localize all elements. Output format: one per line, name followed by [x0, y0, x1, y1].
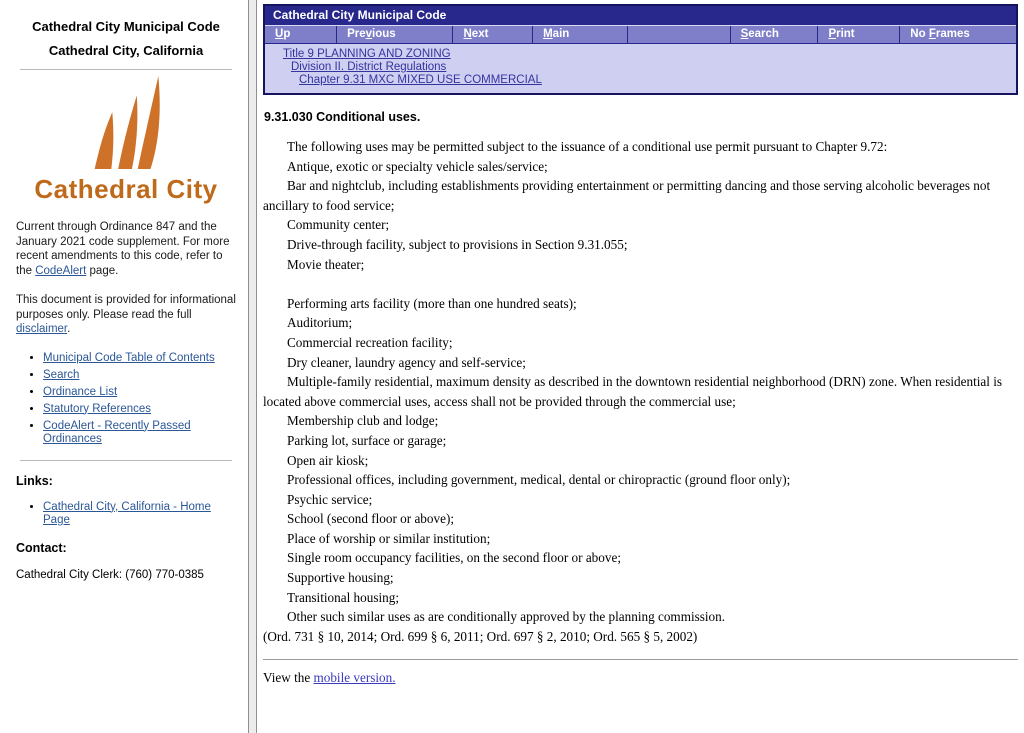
list-item: [43, 369, 236, 383]
code-paragraph: The following uses may be permitted subject to the issuance of a conditional use permit pursuant to Chapter 9.72:: [287, 139, 888, 154]
code-paragraph: Supportive housing;: [287, 570, 394, 586]
list-item: [43, 386, 236, 400]
nav-button-row: [265, 26, 1016, 44]
list-item: [43, 352, 236, 366]
code-paragraph: Movie theater;: [287, 256, 365, 272]
code-paragraph: Commercial recreation facility;: [287, 334, 453, 350]
code-paragraph: Professional offices, including government, medical, dental or chiropractic (ground floor only);: [287, 472, 791, 488]
nav-button-main[interactable]: Main: [533, 26, 628, 43]
code-paragraph: Parking lot, surface or garage;: [287, 432, 447, 448]
sidebar-link-cathedral-city-california-home-page[interactable]: Cathedral City, California - Home Page: [43, 500, 211, 526]
nav-button-print[interactable]: Print: [818, 26, 900, 43]
nav-button-spacer: [628, 26, 731, 43]
code-paragraph: Place of worship or similar institution;: [287, 530, 491, 546]
list-item: [43, 501, 236, 528]
sidebar-link-search[interactable]: Search: [43, 368, 80, 381]
sidebar-note-current: [16, 220, 236, 278]
code-paragraph: Drive-through facility, subject to provisions in Section 9.31.055;: [287, 236, 628, 252]
footer: [263, 670, 1018, 686]
nav-button-previous[interactable]: Previous: [337, 26, 453, 43]
sidebar: [0, 0, 248, 733]
nav-button-next[interactable]: Next: [453, 26, 533, 43]
divider-rule: [20, 460, 232, 461]
code-paragraph: Single room occupancy facilities, on the second floor or above;: [287, 550, 621, 566]
note-text: This document is provided for informational purposes only. Please read the full: [16, 294, 236, 321]
code-paragraph: Other such similar uses as are conditionally approved by the planning commission.: [287, 609, 726, 625]
note-text: page.: [86, 264, 119, 277]
footer-text: View the: [263, 670, 314, 686]
code-body: [263, 137, 1018, 627]
mobile-version-link[interactable]: mobile version.: [313, 670, 396, 686]
links-heading: Links:: [16, 473, 53, 488]
contact-heading: Contact:: [16, 540, 67, 555]
code-paragraph: Performing arts facility (more than one hundred seats);: [287, 295, 577, 311]
disclaimer-link[interactable]: disclaimer: [16, 323, 68, 335]
breadcrumb-row: [265, 74, 1016, 87]
nav-button-up[interactable]: Up: [265, 26, 337, 43]
nav-button-no-frames[interactable]: No Frames: [900, 26, 1016, 43]
code-paragraph: Membership club and lodge;: [287, 413, 439, 429]
code-paragraph: Bar and nightclub, including establishments providing entertainment or permitting dancing and those serving alcoholic beverages not ancillary to food service;: [263, 178, 991, 213]
breadcrumb-row: [265, 61, 1016, 74]
code-paragraph: Antique, exotic or specialty vehicle sales/service;: [287, 158, 548, 174]
code-paragraph: Community center;: [287, 217, 390, 233]
code-paragraph: Transitional housing;: [287, 589, 399, 605]
code-paragraph: Dry cleaner, laundry agency and self-service;: [287, 354, 526, 370]
list-item: [43, 420, 236, 447]
logo-wordmark: Cathedral City: [34, 174, 218, 204]
divider-rule: [20, 69, 232, 70]
footer-rule: [263, 659, 1018, 660]
code-paragraph: Psychic service;: [287, 491, 373, 507]
frame-divider[interactable]: [248, 0, 257, 733]
sidebar-subtitle: Cathedral City, California: [48, 43, 204, 58]
breadcrumb-link-chapter-9-31-mxc-mixed-use-commercial[interactable]: Chapter 9.31 MXC MIXED USE COMMERCIAL: [299, 74, 542, 86]
code-paragraph: Auditorium;: [287, 315, 353, 331]
code-navigation: [263, 4, 1018, 95]
sidebar-link-ordinance-list[interactable]: Ordinance List: [43, 385, 118, 398]
sidebar-link-codealert-recently-passed-ordinances[interactable]: CodeAlert - Recently Passed Ordinances: [43, 419, 191, 445]
ordinance-citation: (Ord. 731 § 10, 2014; Ord. 699 § 6, 2011; Ord. 697 § 2, 2010; Ord. 565 § 5, 2002): [263, 628, 698, 644]
code-paragraph: Open air kiosk;: [287, 452, 369, 468]
contact-text: Cathedral City Clerk: (760) 770-0385: [16, 568, 204, 581]
breadcrumb: [265, 44, 1016, 93]
codealert-link[interactable]: CodeAlert: [35, 264, 87, 277]
code-paragraph: School (second floor or above);: [287, 511, 454, 527]
sidebar-nav-list: [16, 352, 236, 447]
sidebar-link-statutory-references[interactable]: Statutory References: [43, 402, 152, 415]
code-paragraph: Multiple-family residential, maximum density as described in the downtown residential neighborhood (DRN) zone. When residential is located above commercial uses, access shall not be provided through the commercial use;: [263, 374, 1003, 409]
note-text: Current through Ordinance 847 and the January 2021 code supplement. For more recent amendments to this code, refer to the: [16, 221, 230, 277]
note-text: .: [67, 323, 71, 335]
breadcrumb-row: [265, 48, 1016, 61]
main-frame: [257, 0, 1024, 733]
sidebar-links-list: [16, 501, 236, 528]
nav-title-bar: Cathedral City Municipal Code: [265, 6, 1016, 26]
city-logo: [16, 74, 236, 205]
nav-button-search[interactable]: Search: [731, 26, 819, 43]
list-item: [43, 403, 236, 417]
sidebar-link-municipal-code-table-of-contents[interactable]: Municipal Code Table of Contents: [43, 351, 215, 364]
sidebar-title: Cathedral City Municipal Code: [32, 19, 220, 34]
sidebar-note-disclaimer: [16, 293, 236, 337]
breadcrumb-link-title-9-planning-and-zoning[interactable]: Title 9 PLANNING AND ZONING: [283, 48, 451, 60]
cathedral-city-logo-icon: [91, 74, 161, 172]
section-heading: 9.31.030 Conditional uses.: [264, 110, 421, 124]
breadcrumb-link-division-ii-district-regulations[interactable]: Division II. District Regulations: [291, 61, 447, 73]
paragraph-spacer: [263, 274, 1018, 294]
